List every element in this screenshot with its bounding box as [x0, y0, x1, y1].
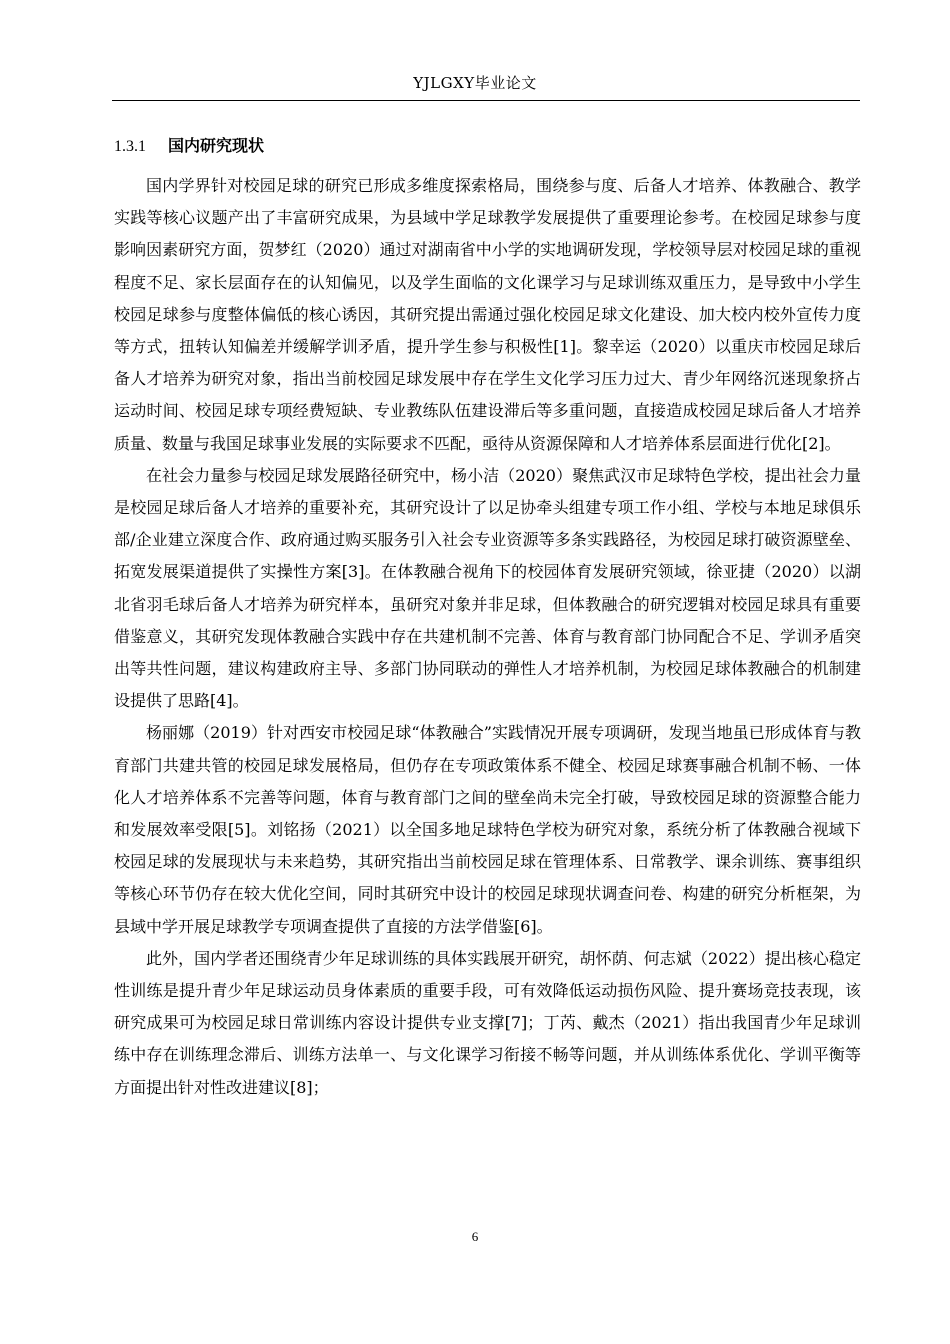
- section-number: 1.3.1: [114, 138, 146, 155]
- page-number: 6: [471, 1229, 479, 1244]
- paragraph-3: 杨丽娜（2019）针对西安市校园足球“体教融合”实践情况开展专项调研，发现当地虽已形成体育与教育部门共建共管的校园足球发展格局，但仍存在专项政策体系不健全、校园足球赛事融合机制不畅、一体化人才培养体系不完善等问题，体育与教育部门之间的壁垒尚未完全打破，导致校园足球的资源整合能力和发展效率受限[5]。刘铭扬（2021）以全国多地足球特色学校为研究对象，系统分析了体教融合视域下校园足球的发展现状与未来趋势，其研究指出当前校园足球在管理体系、日常教学、课余训练、赛事组织等核心环节仍存在较大优化空间，同时其研究中设计的校园足球现状调查问卷、构建的研究分析框架，为县域中学开展足球教学专项调查提供了直接的方法学借鉴[6]。: [114, 723, 861, 936]
- paragraph-4: 此外，国内学者还围绕青少年足球训练的具体实践展开研究，胡怀荫、何志斌（2022）提出核心稳定性训练是提升青少年足球运动员身体素质的重要手段，可有效降低运动损伤风险、提升赛场竞技表现，该研究成果可为校园足球日常训练内容设计提供专业支撑[7]；丁芮、戴杰（2021）指出我国青少年足球训练中存在训练理念滞后、训练方法单一、与文化课学习衔接不畅等问题，并从训练体系优化、学训平衡等方面提出针对性改进建议[8]；: [114, 948, 861, 1097]
- section-title: 国内研究现状: [168, 136, 265, 155]
- paragraph-2: 在社会力量参与校园足球发展路径研究中，杨小洁（2020）聚焦武汉市足球特色学校，提出社会力量是校园足球后备人才培养的重要补充，其研究设计了以足协牵头组建专项工作小组、学校与本地足球俱乐部/企业建立深度合作、政府通过购买服务引入社会专业资源等多条实践路径，为校园足球打破资源壁垒、拓宽发展渠道提供了实操性方案[3]。在体教融合视角下的校园体育发展研究领域，徐亚捷（2020）以湖北省羽毛球后备人才培养为研究样本，虽研究对象并非足球，但体教融合的研究逻辑对校园足球具有重要借鉴意义，其研究发现体教融合实践中存在共建机制不完善、体育与教育部门协同配合不足、学训矛盾突出等共性问题，建议构建政府主导、多部门协同联动的弹性人才培养机制，为校园足球体教融合的机制建设提供了思路[4]。: [114, 465, 861, 711]
- header-divider: [112, 100, 860, 101]
- running-header: YJLGXY毕业论文: [413, 74, 537, 92]
- paragraph-1: 国内学界针对校园足球的研究已形成多维度探索格局，围绕参与度、后备人才培养、体教融合、教学实践等核心议题产出了丰富研究成果，为县域中学足球教学发展提供了重要理论参考。在校园足球参与度影响因素研究方面，贺梦红（2020）通过对湖南省中小学的实地调研发现，学校领导层对校园足球的重视程度不足、家长层面存在的认知偏见，以及学生面临的文化课学习与足球训练双重压力，是导致中小学生校园足球参与度整体偏低的核心诱因，其研究提出需通过强化校园足球文化建设、加大校内校外宣传力度等方式，扭转认知偏差并缓解学训矛盾，提升学生参与积极性[1]。黎幸运（2020）以重庆市校园足球后备人才培养为研究对象，指出当前校园足球发展中存在学生文化学习压力过大、青少年网络沉迷现象挤占运动时间、校园足球专项经费短缺、专业教练队伍建设滞后等多重问题，直接造成校园足球后备人才培养质量、数量与我国足球事业发展的实际要求不匹配，亟待从资源保障和人才培养体系层面进行优化[2]。: [114, 176, 861, 453]
- section-heading: [114, 133, 264, 156]
- body-text: [114, 170, 861, 1104]
